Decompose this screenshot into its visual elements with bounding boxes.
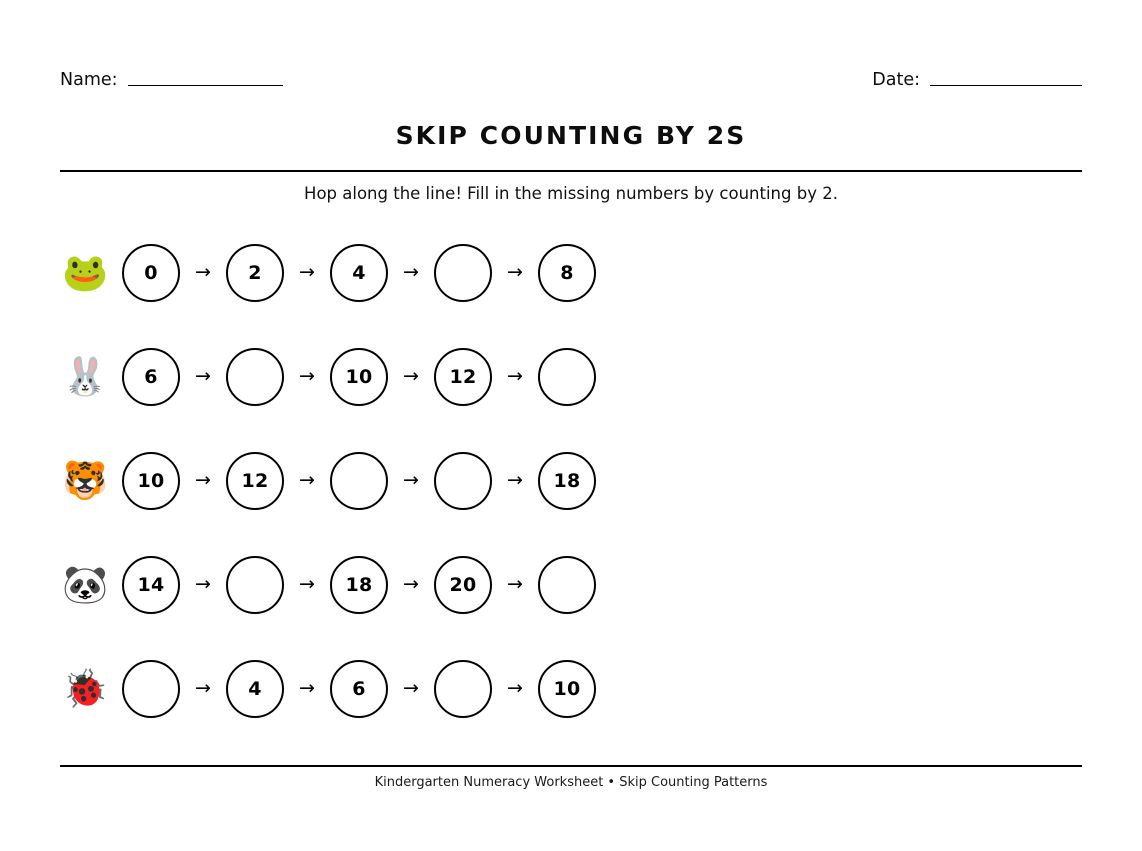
date-field-group: [872, 69, 1082, 90]
skip-count-row: [60, 342, 660, 411]
number-circle: 10: [538, 660, 596, 718]
number-circle: 6: [330, 660, 388, 718]
number-circle: 6: [122, 348, 180, 406]
date-write-line[interactable]: [930, 85, 1082, 86]
arrow-right-icon: →: [299, 365, 315, 387]
arrow-right-icon: →: [507, 261, 523, 283]
arrow-right-icon: →: [403, 261, 419, 283]
number-chain: [122, 244, 596, 302]
number-chain: [122, 556, 596, 614]
answer-blank-circle[interactable]: [434, 660, 492, 718]
answer-blank-circle[interactable]: [538, 348, 596, 406]
problem-rows: [60, 238, 660, 723]
arrow-right-icon: →: [403, 469, 419, 491]
name-field-group: [60, 69, 283, 90]
instructions-text: Hop along the line! Fill in the missing numbers by counting by 2.: [304, 184, 838, 203]
arrow-right-icon: →: [299, 677, 315, 699]
panda-face-icon: 🐼: [62, 563, 109, 606]
number-circle: 8: [538, 244, 596, 302]
number-circle: 18: [538, 452, 596, 510]
answer-blank-circle[interactable]: [226, 556, 284, 614]
arrow-right-icon: →: [195, 573, 211, 595]
footer-text: Kindergarten Numeracy Worksheet • Skip Counting Patterns: [374, 775, 768, 790]
answer-blank-circle[interactable]: [434, 244, 492, 302]
answer-blank-circle[interactable]: [226, 348, 284, 406]
number-chain: [122, 452, 596, 510]
arrow-right-icon: →: [195, 261, 211, 283]
frog-face-icon: 🐸: [62, 251, 109, 294]
arrow-right-icon: →: [507, 469, 523, 491]
date-label: Date:: [872, 69, 920, 90]
student-info-row: [60, 55, 1082, 89]
answer-blank-circle[interactable]: [538, 556, 596, 614]
arrow-right-icon: →: [507, 573, 523, 595]
header-divider: [60, 170, 1082, 172]
number-circle: 18: [330, 556, 388, 614]
answer-blank-circle[interactable]: [330, 452, 388, 510]
number-circle: 2: [226, 244, 284, 302]
skip-count-row: [60, 654, 660, 723]
rabbit-face-icon: 🐰: [62, 355, 109, 398]
arrow-right-icon: →: [403, 365, 419, 387]
arrow-right-icon: →: [195, 365, 211, 387]
number-circle: 4: [226, 660, 284, 718]
number-circle: 0: [122, 244, 180, 302]
arrow-right-icon: →: [195, 677, 211, 699]
number-circle: 14: [122, 556, 180, 614]
answer-blank-circle[interactable]: [122, 660, 180, 718]
number-chain: [122, 660, 596, 718]
arrow-right-icon: →: [299, 469, 315, 491]
skip-count-row: [60, 550, 660, 619]
page-title: SKIP COUNTING BY 2S: [395, 121, 747, 150]
arrow-right-icon: →: [299, 261, 315, 283]
arrow-right-icon: →: [507, 365, 523, 387]
arrow-right-icon: →: [403, 677, 419, 699]
arrow-right-icon: →: [195, 469, 211, 491]
tiger-face-icon: 🐯: [62, 459, 109, 502]
skip-count-row: [60, 238, 660, 307]
arrow-right-icon: →: [299, 573, 315, 595]
name-write-line[interactable]: [128, 85, 283, 86]
number-circle: 10: [122, 452, 180, 510]
skip-count-row: [60, 446, 660, 515]
number-circle: 12: [434, 348, 492, 406]
arrow-right-icon: →: [507, 677, 523, 699]
arrow-right-icon: →: [403, 573, 419, 595]
ladybug-icon: 🐞: [62, 667, 109, 710]
number-circle: 4: [330, 244, 388, 302]
number-circle: 10: [330, 348, 388, 406]
name-label: Name:: [60, 69, 118, 90]
number-chain: [122, 348, 596, 406]
footer-divider: [60, 765, 1082, 767]
answer-blank-circle[interactable]: [434, 452, 492, 510]
number-circle: 12: [226, 452, 284, 510]
number-circle: 20: [434, 556, 492, 614]
